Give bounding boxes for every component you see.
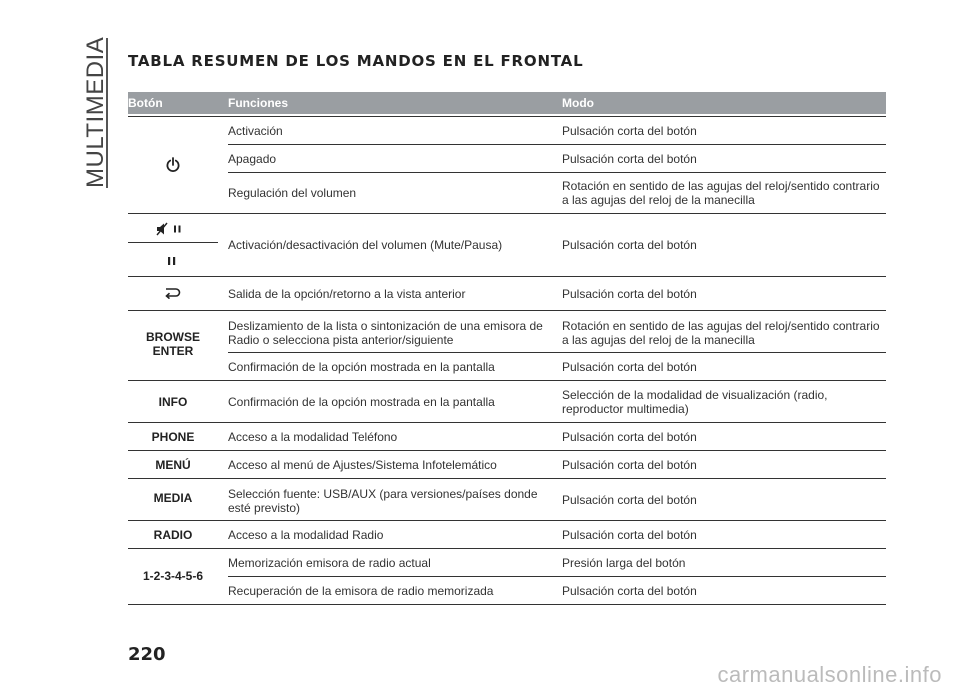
- section-tab-label: MULTIMEDIA: [82, 36, 109, 188]
- funcion-cell: Regulación del volumen: [228, 186, 357, 200]
- button-label-media: MEDIA: [153, 491, 193, 505]
- row-divider: [128, 520, 886, 521]
- modo-cell: Pulsación corta del botón: [562, 528, 697, 542]
- funcion-cell: Apagado: [228, 152, 277, 166]
- modo-cell: Pulsación corta del botón: [562, 152, 697, 166]
- page-number: 220: [128, 644, 166, 665]
- pause-icon: [166, 256, 178, 266]
- row-divider: [128, 213, 886, 214]
- funcion-cell: Selección fuente: USB/AUX (para versiones/países donde esté previsto): [228, 487, 538, 515]
- row-divider: [128, 276, 886, 277]
- back-arrow-icon: [164, 287, 182, 299]
- funcion-cell: Memorización emisora de radio actual: [228, 556, 431, 570]
- funcion-cell: Confirmación de la opción mostrada en la pantalla: [228, 360, 495, 374]
- row-divider: [128, 450, 886, 451]
- funcion-cell: Acceso a la modalidad Radio: [228, 528, 384, 542]
- button-label-presets: 1-2-3-4-5-6: [142, 569, 204, 583]
- row-divider: [128, 242, 218, 243]
- row-divider: [128, 310, 886, 311]
- button-label-browse-enter: BROWSE ENTER: [146, 330, 200, 358]
- button-label-info: INFO: [158, 395, 188, 409]
- funcion-cell: Activación/desactivación del volumen (Mute/Pausa): [228, 238, 503, 252]
- power-icon: [166, 157, 180, 173]
- header-boton: Botón: [128, 96, 163, 110]
- row-divider: [228, 576, 886, 577]
- row-divider: [128, 478, 886, 479]
- watermark: carmanualsonline.info: [717, 662, 942, 687]
- page-title: TABLA RESUMEN DE LOS MANDOS EN EL FRONTAL: [128, 52, 584, 70]
- row-divider: [128, 422, 886, 423]
- modo-cell: Selección de la modalidad de visualización (radio, reproductor multimedia): [562, 388, 828, 416]
- section-tab: [62, 38, 108, 188]
- modo-cell: Pulsación corta del botón: [562, 124, 697, 138]
- modo-cell: Rotación en sentido de las agujas del reloj/sentido contrario a las agujas del reloj de la manecilla: [562, 319, 880, 347]
- header-funciones: Funciones: [228, 96, 289, 110]
- mute-pause-icon: [156, 222, 184, 236]
- button-label-phone: PHONE: [151, 430, 195, 444]
- modo-cell: Rotación en sentido de las agujas del reloj/sentido contrario a las agujas del reloj de la manecilla: [562, 179, 880, 207]
- modo-cell: Pulsación corta del botón: [562, 430, 697, 444]
- row-divider: [128, 548, 886, 549]
- row-divider: [228, 352, 886, 353]
- modo-cell: Pulsación corta del botón: [562, 458, 697, 472]
- row-divider: [228, 172, 886, 173]
- funcion-cell: Acceso a la modalidad Teléfono: [228, 430, 398, 444]
- modo-cell: Pulsación corta del botón: [562, 584, 697, 598]
- funcion-cell: Acceso al menú de Ajustes/Sistema Infotelemático: [228, 458, 497, 472]
- row-divider: [128, 380, 886, 381]
- row-divider: [128, 604, 886, 605]
- button-label-radio: RADIO: [153, 528, 193, 542]
- funcion-cell: Salida de la opción/retorno a la vista anterior: [228, 287, 466, 301]
- row-divider: [128, 116, 886, 117]
- table-header: [128, 92, 886, 114]
- funcion-cell: Recuperación de la emisora de radio memorizada: [228, 584, 494, 598]
- row-divider: [228, 144, 886, 145]
- funcion-cell: Confirmación de la opción mostrada en la pantalla: [228, 395, 495, 409]
- button-label-menu: MENÚ: [155, 458, 191, 472]
- funcion-cell: Activación: [228, 124, 283, 138]
- modo-cell: Pulsación corta del botón: [562, 287, 697, 301]
- header-modo: Modo: [562, 96, 594, 110]
- modo-cell: Pulsación corta del botón: [562, 360, 697, 374]
- modo-cell: Pulsación corta del botón: [562, 493, 697, 507]
- modo-cell: Presión larga del botón: [562, 556, 686, 570]
- modo-cell: Pulsación corta del botón: [562, 238, 697, 252]
- funcion-cell: Deslizamiento de la lista o sintonización de una emisora de Radio o selecciona pista anterior/siguiente: [228, 319, 543, 347]
